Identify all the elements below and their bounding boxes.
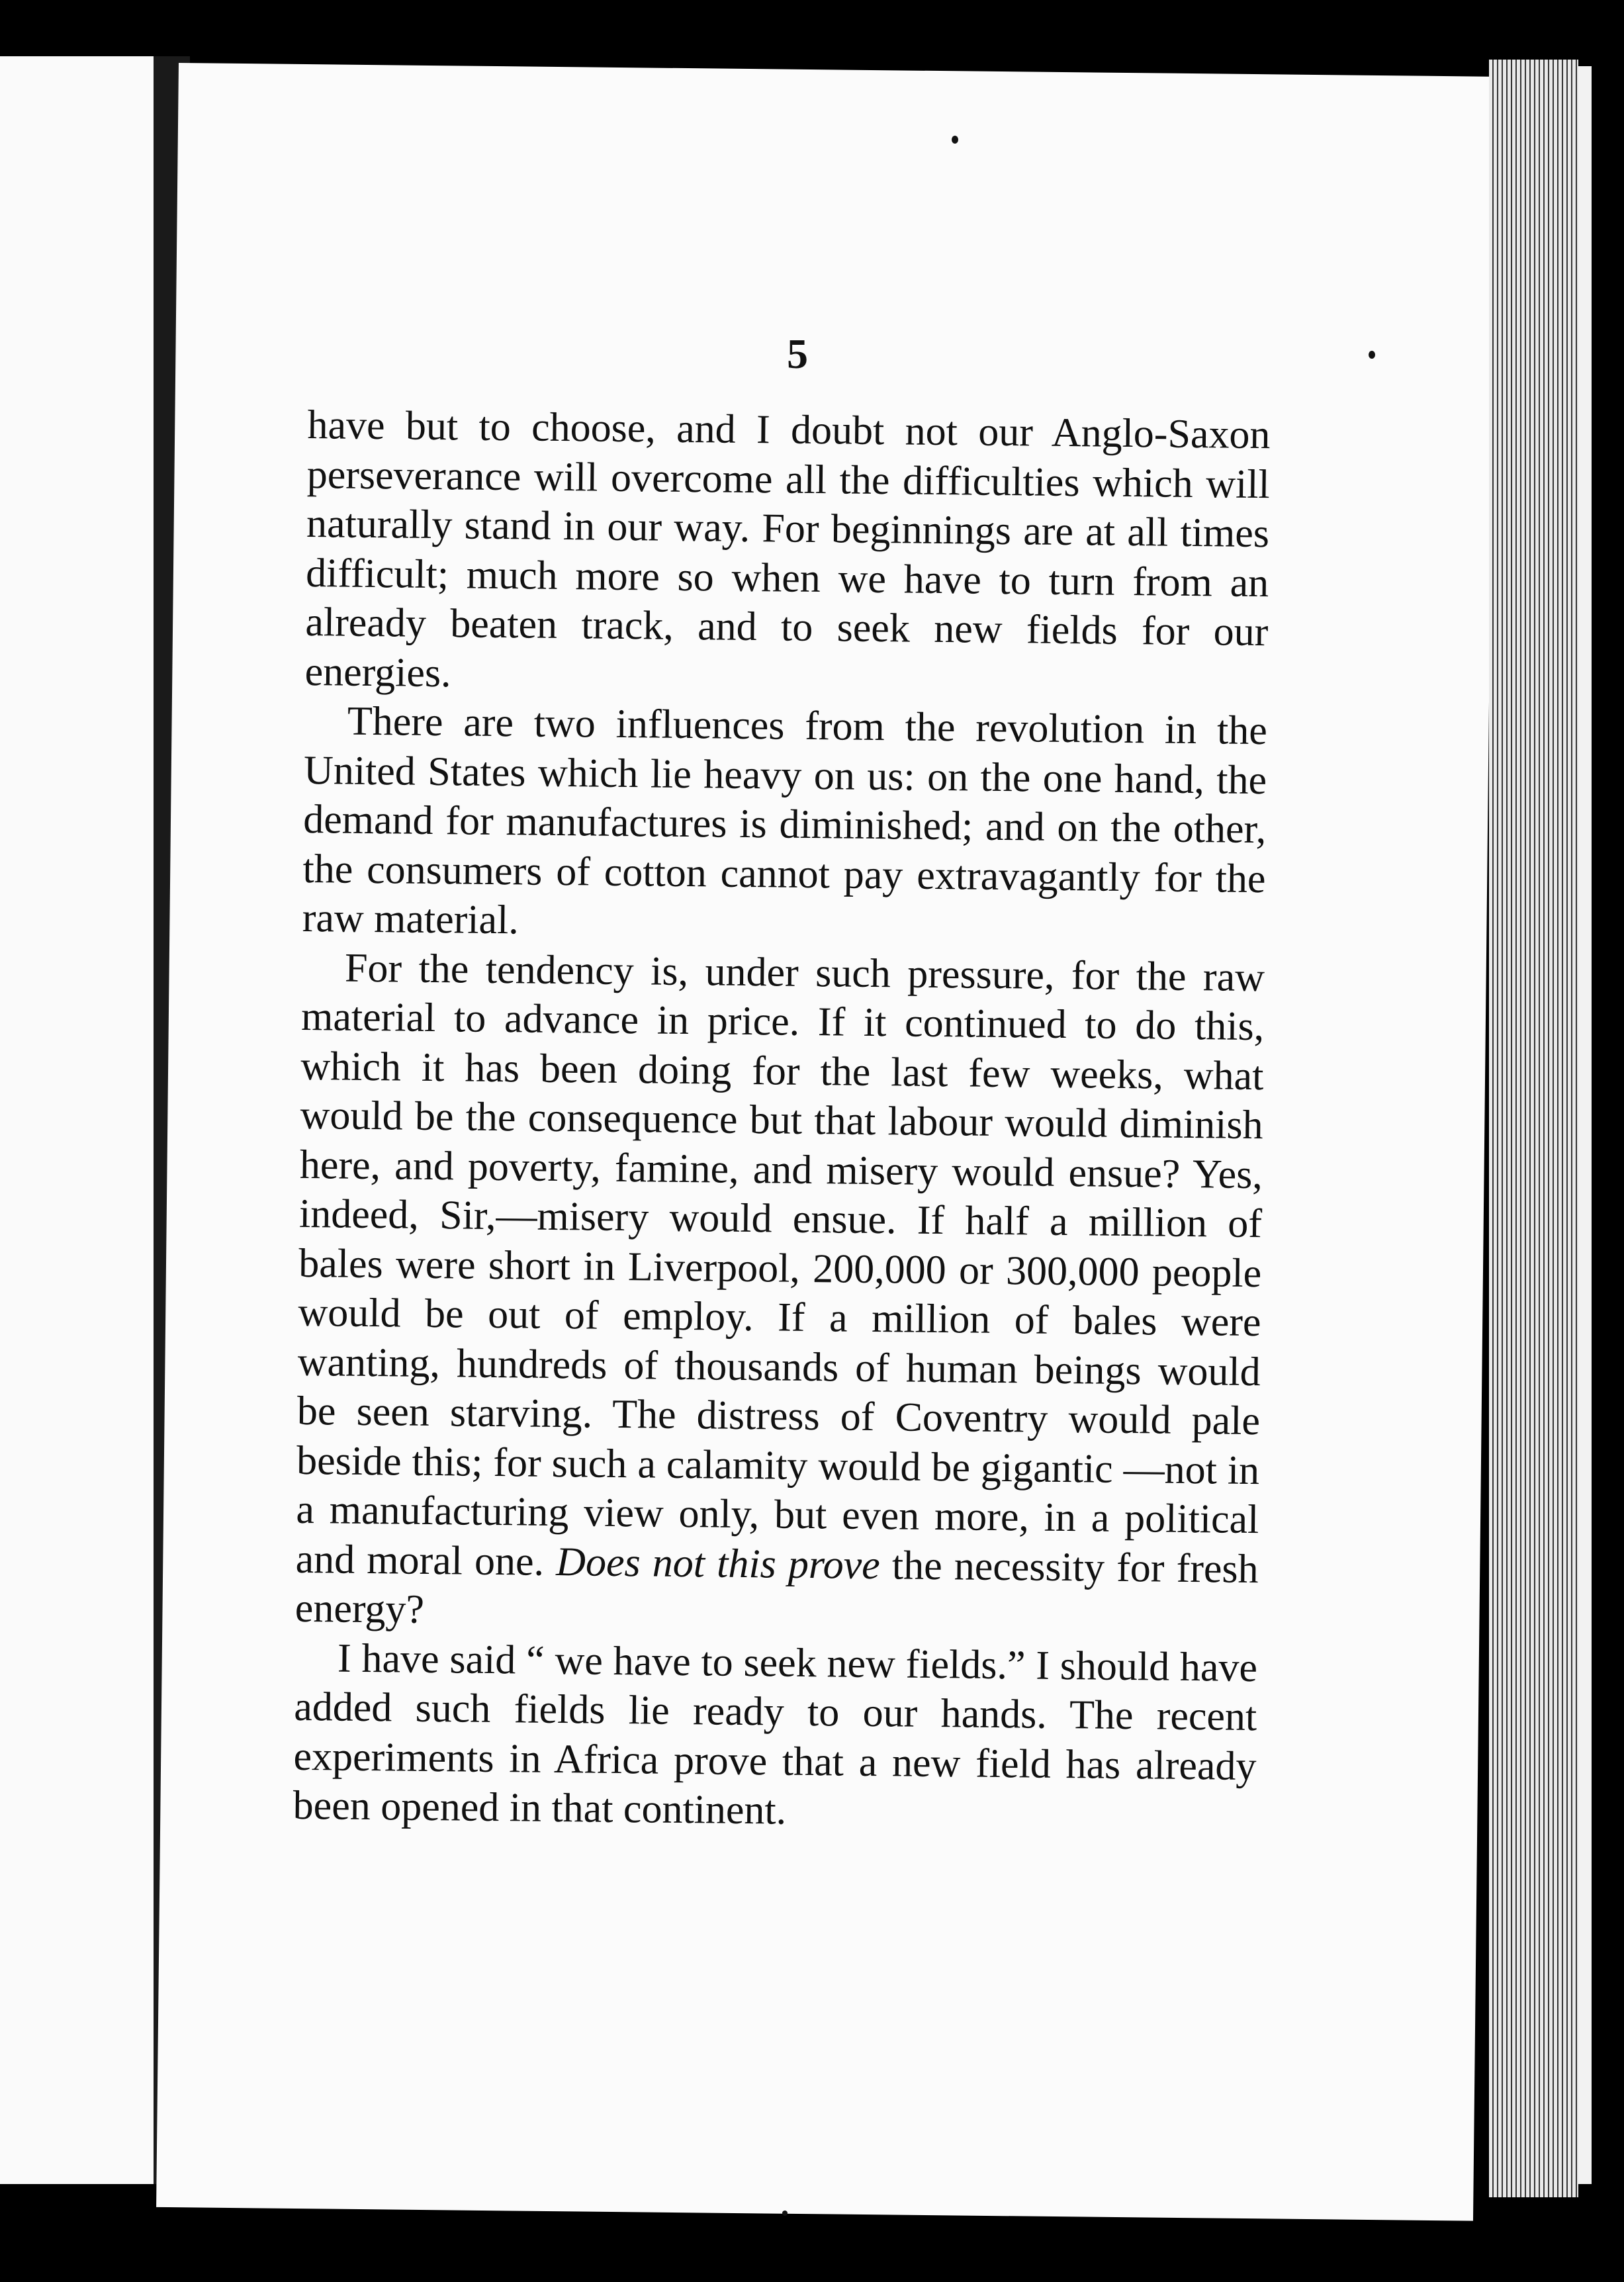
paragraph [294, 942, 1265, 1643]
paragraph: have but to choose, and I doubt not our Anglo-Saxon perseverance will overcome all the difficulties which will naturally stand in our way. For beginnings are at all times difficult; much more so when we have to turn from an already beaten track, and to seek new fields for our energies. [304, 402, 1271, 696]
paragraph-body: For the tendency is, under such pressure, for the raw material to advance in price. If it continued to do this, which it has been doing for the last few weeks, what would be the consequence but that labour would diminish here, and poverty, famine, and misery would ensue? Yes, indeed, Sir,—misery would ensue. If half a million of bales were short in Liverpool, 200,000 or 300,000 people would be out of employ. If a million of bales were wanting, hundreds of thousands of human beings would be seen starving. The distress of Coventry would pale beside this; for such a calamity would be gigantic —not in a manufacturing view only, but even more, in a political and moral one. [295, 945, 1265, 1584]
body-text [293, 400, 1271, 1841]
paragraph: I have said “ we have to seek new fields.” I should have added such fields lie ready to our hands. The recent experiments in Africa prove that a new field has already been opened in that continent. [293, 1635, 1258, 1833]
paragraph: There are two influences from the revolution in the United States which lie heavy on us: on the one hand, the demand for manufactures is diminished; and on the other, the consumers of cotton cannot pay extravagantly for the raw material. [302, 698, 1268, 943]
page-edges [1489, 60, 1578, 2197]
paragraph-italic: Does not this prove [555, 1539, 881, 1588]
ink-speck [1369, 351, 1375, 359]
paragraph-tail: the necessity for fresh energy? [294, 1542, 1259, 1632]
ink-speck [952, 136, 958, 144]
ink-speck [782, 2211, 788, 2216]
page-edge-outer [1578, 66, 1592, 2184]
facing-page [0, 56, 159, 2184]
page-number: 5 [787, 330, 808, 377]
